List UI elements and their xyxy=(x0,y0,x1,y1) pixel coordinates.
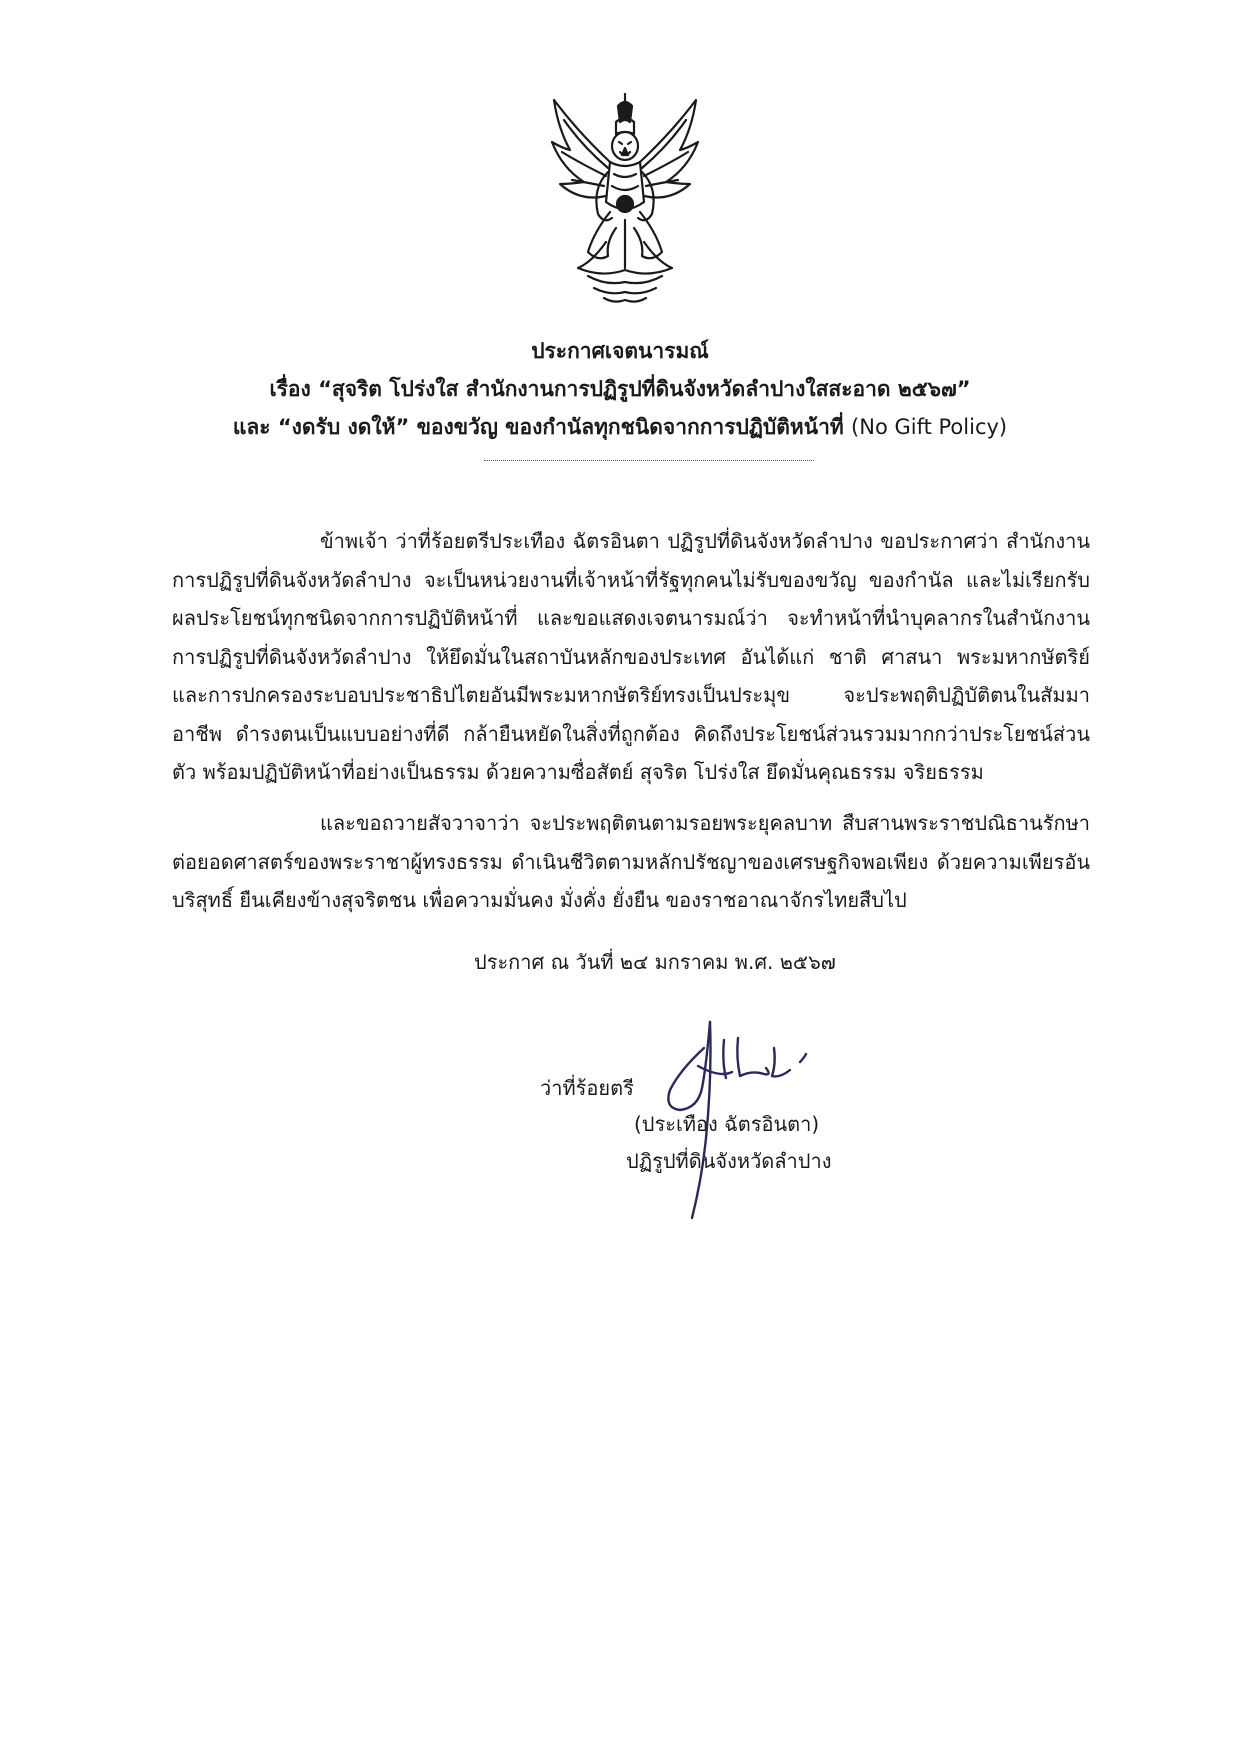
heading-divider xyxy=(484,460,814,461)
document-subject-second-line xyxy=(0,410,1240,444)
body-paragraph-1: ข้าพเจ้า ว่าที่ร้อยตรีประเทือง ฉัตรอินตา ปฏิรูปที่ดินจังหวัดลำปาง ขอประกาศว่า สำนักงานการปฏิรูปที่ดินจังหวัดลำปาง จะเป็นหน่วยงานที่เจ้าหน้าที่รัฐทุกคนไม่รับของขวัญ ของกำนัล และไม่เรียกรับผลประโยชน์ทุกชนิดจากการปฏิบัติหน้าที่ และขอแสดงเจตนารมณ์ว่า จะทำหน้าที่นำบุคลากรในสำนักงานการปฏิรูปที่ดินจังหวัดลำปาง ให้ยึดมั่นในสถาบันหลักของประเทศ อันได้แก่ ชาติ ศาสนา พระมหากษัตริย์ และการปกครองระบอบประชาธิปไตยอันมีพระมหากษัตริย์ทรงเป็นประมุข จะประพฤติปฏิบัติตนในสัมมาอาชีพ ดำรงตนเป็นแบบอย่างที่ดี กล้ายืนหยัดในสิ่งที่ถูกต้อง คิดถึงประโยชน์ส่วนรวมมากกว่าประโยชน์ส่วนตัว พร้อมปฏิบัติหน้าที่อย่างเป็นธรรม ด้วยความซื่อสัตย์ สุจริต โปร่งใส ยึดมั่นคุณธรรม จริยธรรม xyxy=(172,529,1090,784)
body-paragraph-2: และขอถวายสัจวาจาว่า จะประพฤติตนตามรอยพระยุคลบาท สืบสานพระราชปณิธานรักษาต่อยอดศาสตร์ของพระราชาผู้ทรงธรรม ดำเนินชีวิตตามหลักปรัชญาของเศรษฐกิจพอเพียง ด้วยความเพียรอันบริสุทธิ์ ยืนเคียงข้างสุจริตชน เพื่อความมั่นคง มั่งคั่ง ยั่งยืน ของราชอาณาจักรไทยสืบไป xyxy=(172,811,1090,912)
subject-second-line-english: (No Gift Policy) xyxy=(851,415,1008,439)
signer-position: ปฏิรูปที่ดินจังหวัดลำปาง xyxy=(626,1149,832,1173)
announcement-dateline: ประกาศ ณ วันที่ ๒๔ มกราคม พ.ศ. ๒๕๖๗ xyxy=(474,950,836,974)
document-subject: เรื่อง “สุจริต โปร่งใส สำนักงานการปฏิรูปที่ดินจังหวัดลำปางใสสะอาด ๒๕๖๗” xyxy=(269,377,971,401)
garuda-emblem-icon xyxy=(548,92,702,306)
handwritten-signature xyxy=(640,1018,860,1228)
document-title: ประกาศเจตนารมณ์ xyxy=(531,339,709,363)
subject-second-line-thai: และ “งดรับ งดให้” ของขวัญ ของกำนัลทุกชนิดจากการปฏิบัติหน้าที่ xyxy=(232,415,844,439)
signer-rank: ว่าที่ร้อยตรี xyxy=(540,1076,634,1100)
signer-name: (ประเทือง ฉัตรอินตา) xyxy=(634,1112,820,1136)
